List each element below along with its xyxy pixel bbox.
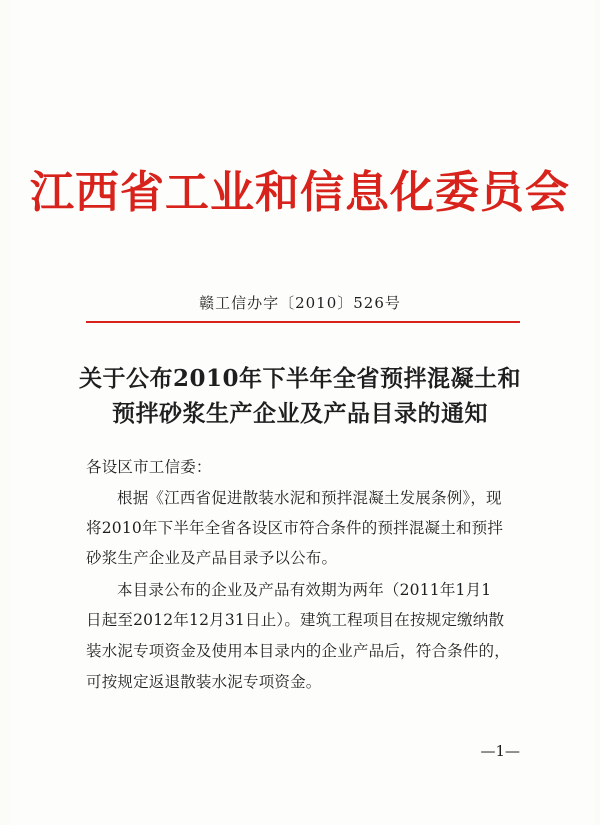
body-line: 根据《江西省促进散装水泥和预拌混凝土发展条例》，现 [117, 489, 502, 507]
body-line: 日起至2012年12月31日止）。建筑工程项目在按规定缴纳散 [86, 611, 505, 629]
body-line: 砂浆生产企业及产品目录予以公布。 [86, 549, 338, 567]
salutation: 各设区市工信委： [86, 458, 212, 476]
red-divider [86, 321, 520, 323]
notice-title-line-2: 预拌砂浆生产企业及产品目录的通知 [112, 400, 488, 427]
notice-title-line-1: 关于公布2010年下半年全省预拌混凝土和 [78, 365, 521, 392]
issuer-masthead: 江西省工业和信息化委员会 [30, 167, 570, 218]
document-number: 赣工信办字〔2010〕526号 [199, 294, 401, 312]
page-number: —1— [480, 742, 520, 760]
body-line: 本目录公布的企业及产品有效期为两年（2011年1月1 [117, 581, 492, 599]
body-line: 将2010年下半年全省各设区市符合条件的预拌混凝土和预拌 [86, 519, 504, 537]
body-line: 装水泥专项资金及使用本目录内的企业产品后，符合条件的， [86, 642, 510, 660]
body-line: 可按规定返退散装水泥专项资金。 [86, 673, 322, 691]
